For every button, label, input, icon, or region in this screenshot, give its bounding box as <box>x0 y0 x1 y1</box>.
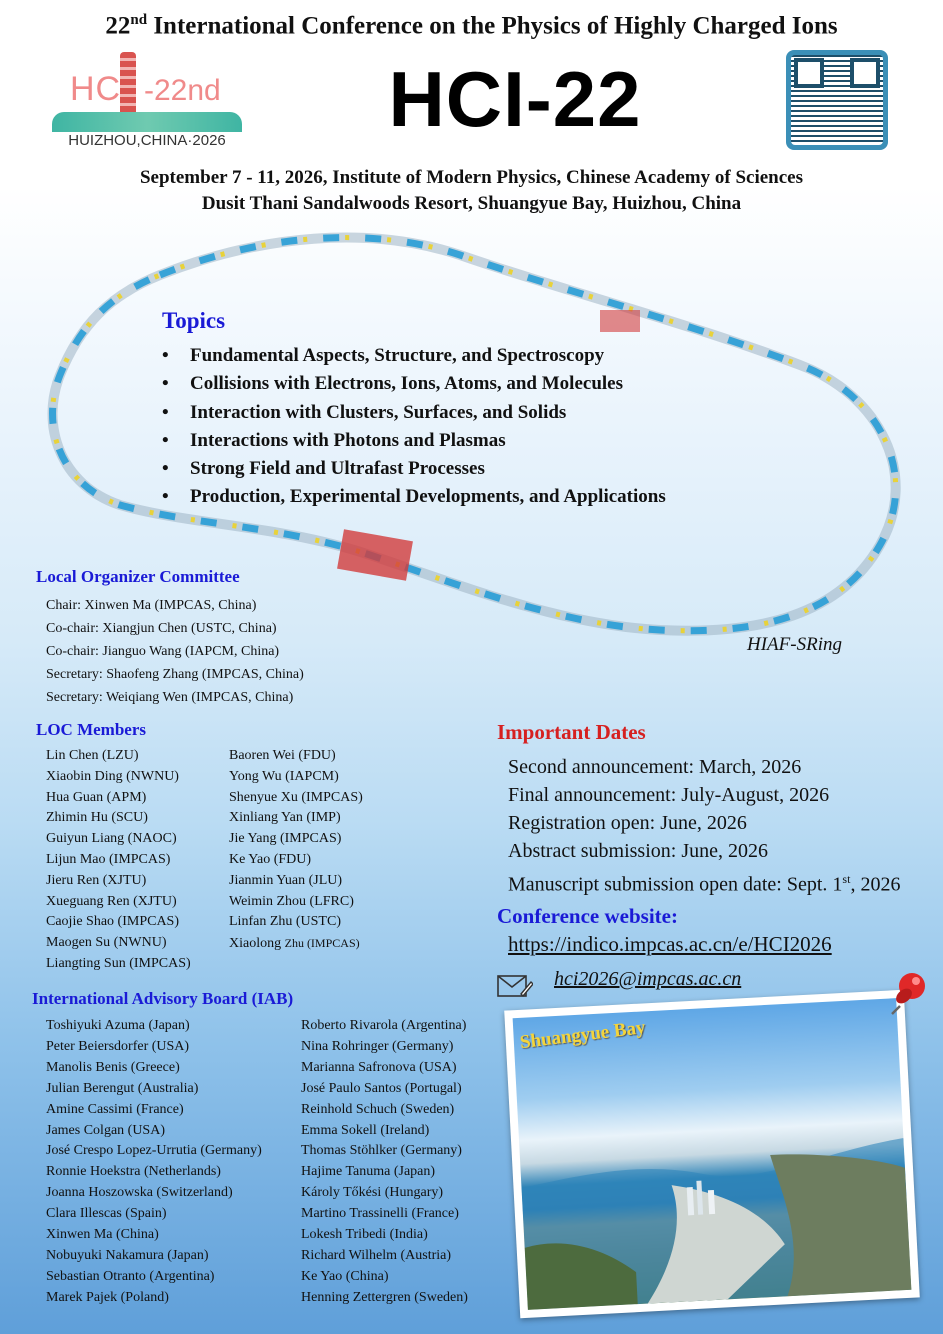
loc-member: Hua Guan (APM) <box>46 789 147 805</box>
topic-text: Fundamental Aspects, Structure, and Spectroscopy <box>190 345 605 366</box>
date-item: Second announcement: March, 2026 <box>508 756 802 778</box>
loc-members-column-2 <box>229 746 363 933</box>
topic-item <box>162 427 666 455</box>
date-item: Abstract submission: June, 2026 <box>508 840 768 862</box>
loc-member: Jianmin Yuan (JLU) <box>229 872 343 888</box>
loc-members-column-1 <box>46 746 191 975</box>
iab-member: Roberto Rivarola (Argentina) <box>301 1018 467 1033</box>
iab-member: Reinhold Schuch (Sweden) <box>301 1101 455 1117</box>
iab-column-1 <box>46 1016 262 1309</box>
iab-member: Marek Pajek (Poland) <box>46 1289 169 1305</box>
topic-item <box>162 342 666 370</box>
loc-member: Baoren Wei (FDU) <box>229 748 336 763</box>
date-item: Final announcement: July-August, 2026 <box>508 784 830 806</box>
iab-member: Julian Berengut (Australia) <box>46 1080 199 1096</box>
dates-list <box>508 753 900 899</box>
topic-text: Strong Field and Ultrafast Processes <box>190 458 485 480</box>
loc-heading: Local Organizer Committee <box>36 567 240 586</box>
bullet-icon: • <box>162 429 169 451</box>
topic-text: Interactions with Photons and Plasmas <box>190 429 506 451</box>
loc-member: Maogen Su (NWNU) <box>46 935 167 951</box>
iab-member: Marianna Safronova (USA) <box>301 1059 457 1075</box>
loc-member: Zhimin Hu (SCU) <box>46 810 148 826</box>
website-heading: Conference website: <box>497 904 678 928</box>
date-item: Registration open: June, 2026 <box>508 812 747 834</box>
iab-member: José Paulo Santos (Portugal) <box>301 1080 462 1096</box>
loc-item: Secretary: Weiqiang Wen (IMPCAS, China) <box>46 690 294 705</box>
iab-member: Manolis Benis (Greece) <box>46 1059 180 1075</box>
iab-member: Ke Yao (China) <box>301 1268 389 1284</box>
iab-member: Clara Illescas (Spain) <box>46 1206 167 1222</box>
location-line: Dusit Thani Sandalwoods Resort, Shuangyue Bay, Huizhou, China <box>201 193 742 214</box>
photo-caption: Shuangyue Bay <box>518 1016 647 1054</box>
loc-member: Linfan Zhu (USTC) <box>229 914 341 930</box>
iab-member: Emma Sokell (Ireland) <box>301 1122 430 1138</box>
iab-member: Peter Beiersdorfer (USA) <box>46 1038 190 1054</box>
loc-item: Co-chair: Jianguo Wang (IAPCM, China) <box>46 644 280 659</box>
loc-member: Yong Wu (IAPCM) <box>229 768 339 784</box>
logo-edition-text: -22nd <box>144 74 221 107</box>
conference-logo <box>52 48 242 156</box>
loc-member: Shenyue Xu (IMPCAS) <box>229 789 363 805</box>
loc-members-heading: LOC Members <box>36 720 147 739</box>
logo-place-text: HUIZHOU,CHINA·2026 <box>68 132 226 149</box>
bullet-icon: • <box>162 373 169 395</box>
date-item: Manuscript submission open date: Sept. 1st, 2026 <box>508 872 901 896</box>
topic-text: Collisions with Electrons, Ions, Atoms, and Molecules <box>190 373 623 395</box>
iab-member: Martino Trassinelli (France) <box>301 1206 459 1222</box>
loc-list <box>46 594 304 709</box>
iab-heading: International Advisory Board (IAB) <box>32 989 294 1008</box>
bullet-icon: • <box>162 486 169 508</box>
loc-member: Xueguang Ren (XJTU) <box>46 893 177 909</box>
conference-title: 22nd International Conference on the Physics of Highly Charged Ions <box>105 12 838 40</box>
loc-member: Lin Chen (LZU) <box>46 748 139 763</box>
topic-text: Interaction with Clusters, Surfaces, and Solids <box>190 401 567 423</box>
loc-member: Jie Yang (IMPCAS) <box>229 831 342 847</box>
topic-text: Production, Experimental Developments, and Applications <box>190 486 666 508</box>
loc-member: Jieru Ren (XJTU) <box>46 872 147 888</box>
iab-member: Richard Wilhelm (Austria) <box>301 1247 452 1263</box>
bay-scenery <box>513 998 912 1310</box>
iab-member: Lokesh Tribedi (India) <box>301 1227 428 1243</box>
iab-member: James Colgan (USA) <box>46 1122 165 1138</box>
iab-member: José Crespo Lopez-Urrutia (Germany) <box>46 1143 262 1159</box>
conference-subtitle <box>0 165 943 217</box>
envelope-icon <box>497 972 533 998</box>
loc-member: Xinliang Yan (IMP) <box>229 810 341 826</box>
topic-item <box>162 483 666 511</box>
topic-item <box>162 399 666 427</box>
iab-member: Ronnie Hoekstra (Netherlands) <box>46 1164 221 1180</box>
bullet-icon: • <box>162 401 169 423</box>
bullet-icon: • <box>162 458 169 480</box>
pushpin-icon <box>888 966 930 1016</box>
iab-member: Thomas Stöhlker (Germany) <box>301 1143 462 1159</box>
website-link[interactable]: https://indico.impcas.ac.cn/e/HCI2026 <box>508 932 832 956</box>
iab-column-2 <box>301 1016 468 1309</box>
city-skyline-icon <box>52 112 242 132</box>
date-venue-line: September 7 - 11, 2026, Institute of Modern Physics, Chinese Academy of Sciences <box>139 167 803 188</box>
logo-hc-text: HC <box>70 70 122 108</box>
iab-member: Hajime Tanuma (Japan) <box>301 1164 436 1180</box>
loc-member: Lijun Mao (IMPCAS) <box>46 851 171 867</box>
shuangyue-bay-photo <box>504 990 920 1319</box>
loc-member-last: Xiaolong Zhu (IMPCAS) <box>229 936 360 951</box>
loc-member: Ke Yao (FDU) <box>229 851 312 867</box>
iab-member: Xinwen Ma (China) <box>46 1227 159 1243</box>
qr-code-icon[interactable] <box>786 50 888 150</box>
topic-item <box>162 455 666 483</box>
topics-list <box>162 342 666 512</box>
iab-member: Nobuyuki Nakamura (Japan) <box>46 1247 209 1263</box>
email-link[interactable]: hci2026@impcas.ac.cn <box>554 968 742 990</box>
conference-acronym: HCI-22 <box>388 55 642 143</box>
bullet-icon: • <box>162 345 169 366</box>
loc-item: Co-chair: Xiangjun Chen (USTC, China) <box>46 621 277 636</box>
loc-member: Guiyun Liang (NAOC) <box>46 831 177 847</box>
topic-item <box>162 370 666 398</box>
ring-caption: HIAF-SRing <box>747 634 842 655</box>
loc-member: Xiaobin Ding (NWNU) <box>46 768 179 784</box>
iab-member: Nina Rohringer (Germany) <box>301 1038 454 1054</box>
loc-member: Caojie Shao (IMPCAS) <box>46 914 179 930</box>
iab-member: Sebastian Otranto (Argentina) <box>46 1268 215 1284</box>
dates-heading: Important Dates <box>497 720 646 744</box>
loc-item: Chair: Xinwen Ma (IMPCAS, China) <box>46 598 257 613</box>
iab-member: Károly Tőkési (Hungary) <box>301 1185 444 1201</box>
loc-member: Liangting Sun (IMPCAS) <box>46 955 191 971</box>
iab-member: Henning Zettergren (Sweden) <box>301 1289 468 1305</box>
loc-member: Weimin Zhou (LFRC) <box>229 893 354 909</box>
topics-section <box>162 308 666 512</box>
iab-member: Toshiyuki Azuma (Japan) <box>46 1018 190 1033</box>
topics-heading: Topics <box>162 308 226 333</box>
iab-member: Joanna Hoszowska (Switzerland) <box>46 1185 233 1201</box>
iab-member: Amine Cassimi (France) <box>46 1101 184 1117</box>
loc-item: Secretary: Shaofeng Zhang (IMPCAS, China) <box>46 667 304 682</box>
